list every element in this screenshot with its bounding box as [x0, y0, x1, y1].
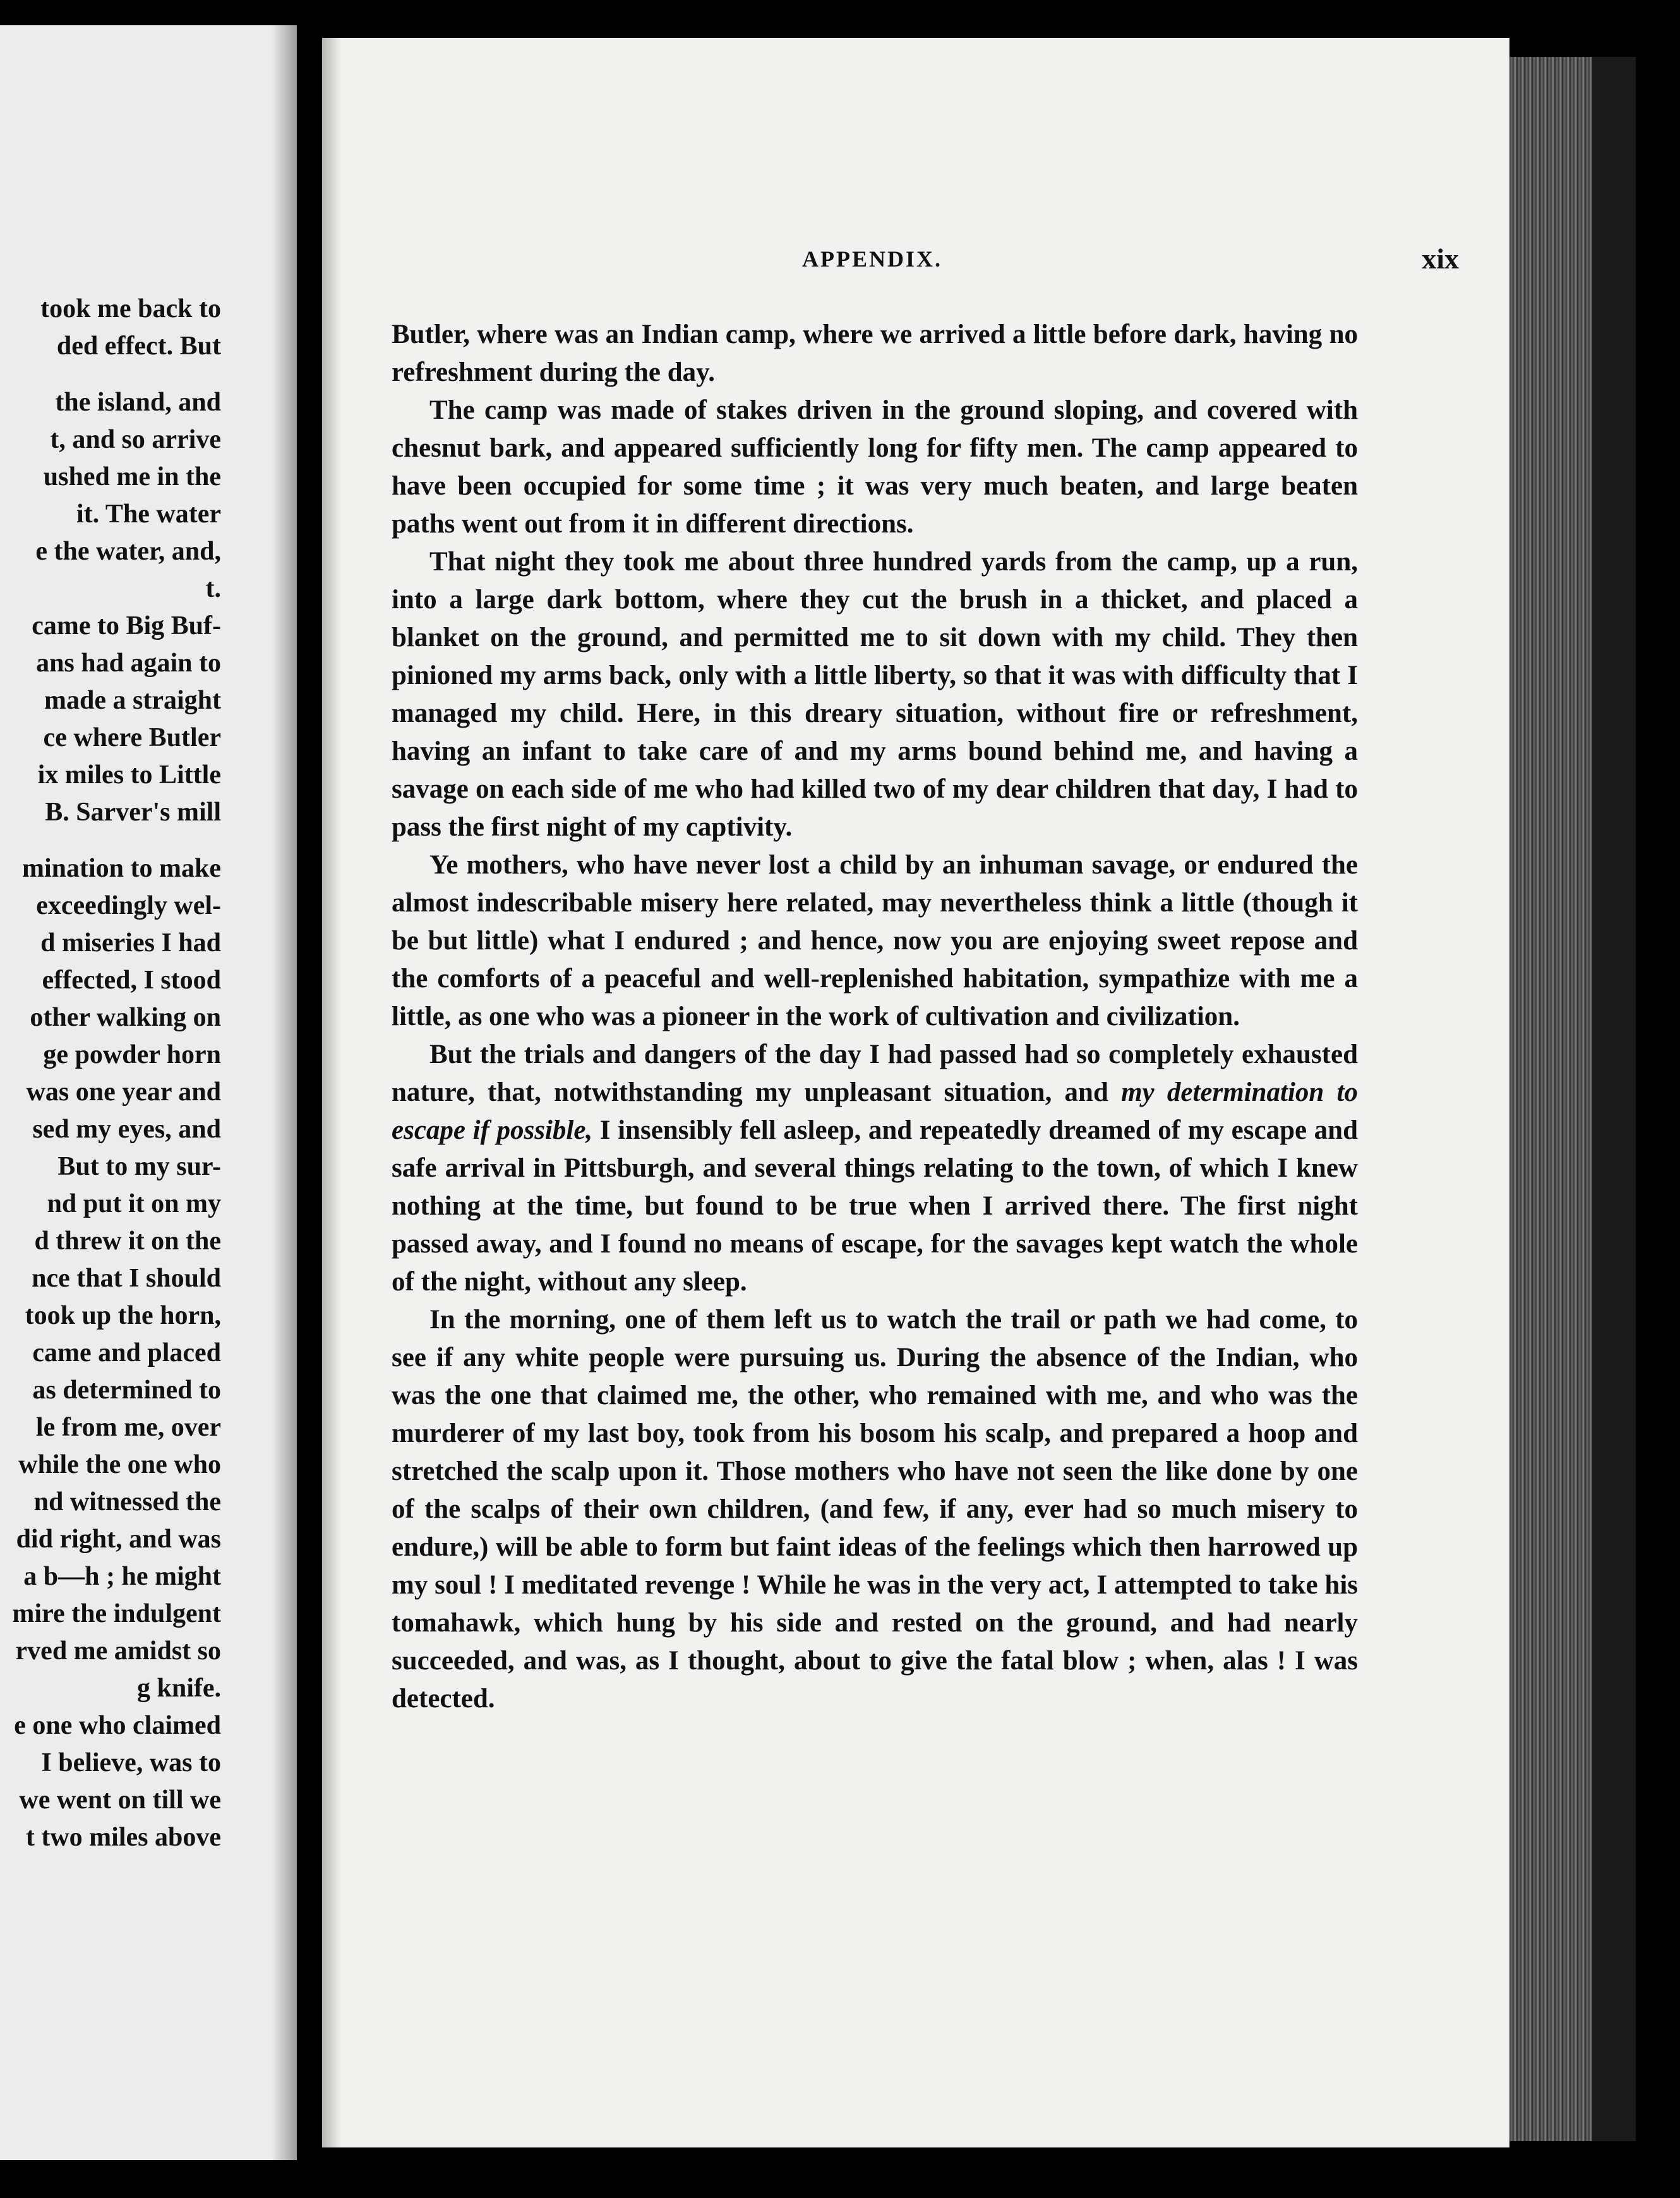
previous-page-line: as determined to [32, 1376, 221, 1405]
previous-page-line: nd witnessed the [33, 1487, 221, 1516]
previous-page-line: ix miles to Little [37, 760, 221, 790]
running-head [322, 240, 1509, 278]
previous-page-line: le from me, over [35, 1413, 221, 1442]
previous-page-line: But to my sur- [57, 1152, 221, 1181]
previous-page-line: mination to make [22, 854, 221, 883]
gutter-shadow [272, 25, 297, 2160]
paragraph-text: But the trials and dangers of the day I had passed had so completely exhausted nature, that, notwithstanding my unpleasant situation, and [392, 1040, 1358, 1107]
running-title: APPENDIX. [802, 246, 942, 272]
previous-page-line: exceedingly wel- [36, 891, 221, 920]
previous-page-line: ushed me in the [43, 462, 221, 491]
paragraph [392, 1036, 1358, 1301]
emphasized-text: my determination to escape if possible, [392, 1078, 1359, 1145]
previous-page-line: mire the indulgent [12, 1599, 221, 1628]
previous-page-line: effected, I stood [42, 966, 221, 995]
paragraph: That night they took me about three hundred yards from the camp, up a run, into a large dark bottom, where they cut the brush in a thicket, and placed a blanket on the ground, and permitted me to sit down with my child. They then pinioned my arms back, only with a little liberty, so that it was with difficulty that I managed my child. Here, in this dreary situation, without fire or refreshment, having an infant to take care of and my arms bound behind me, and having a savage on each side of me who had killed two of my dear children that day, I had to pass the first night of my captivity. [392, 547, 1358, 842]
previous-page-line: a b—h ; he might [23, 1562, 221, 1591]
previous-page-line: did right, and was [16, 1525, 221, 1554]
previous-page-fragment [0, 25, 297, 2160]
paragraph: Butler, where was an Indian camp, where we arrived a little before dark, having no refreshment during the day. [392, 320, 1358, 387]
previous-page-line: I believe, was to [41, 1748, 221, 1777]
page-stack-shadow [1592, 57, 1636, 2141]
page-body [392, 316, 1358, 1718]
paragraph: Ye mothers, who have never lost a child by an inhuman savage, or endured the almost indescribable misery here related, may nevertheless think a little (though it be but little) what I endured ; and hence, now you are enjoying sweet repose and the comforts of a peaceful and well-replenished habitation, sympathize with me a little, as one who was a pioneer in the work of cultivation and civilization. [392, 850, 1358, 1031]
previous-page-line: nce that I should [32, 1264, 221, 1293]
previous-page-line: e one who claimed [14, 1711, 221, 1740]
previous-page-line: nd put it on my [47, 1189, 221, 1218]
previous-page-line: was one year and [26, 1078, 221, 1107]
paragraph: The camp was made of stakes driven in the ground sloping, and covered with chesnut bark, and appeared sufficiently long for fifty men. The camp appeared to have been occupied for some time ; it was very much beaten, and large beaten paths went out from it in different directions. [392, 395, 1358, 539]
previous-page-line: t, and so arrive [50, 425, 221, 454]
previous-page-line: ans had again to [36, 649, 221, 678]
previous-page-line: d miseries I had [40, 928, 221, 958]
previous-page-line: t. [205, 574, 221, 603]
previous-page-line: B. Sarver's mill [45, 798, 221, 827]
previous-page-line: took up the horn, [25, 1301, 221, 1330]
previous-page-line: it. The water [76, 500, 221, 529]
previous-page-line: e the water, and, [35, 537, 221, 566]
page-number: xix [1422, 243, 1459, 275]
previous-page-line: ded effect. But [56, 332, 221, 361]
previous-page-line: made a straight [44, 686, 221, 715]
gutter-shadow [322, 38, 341, 2147]
previous-page-line: the island, and [55, 388, 221, 417]
previous-page-line: came and placed [32, 1338, 221, 1367]
previous-page-line [0, 831, 221, 850]
previous-page-line: ce where Butler [43, 723, 221, 752]
previous-page-text [0, 291, 221, 1856]
previous-page-line: while the one who [18, 1450, 221, 1479]
previous-page-line: d threw it on the [34, 1227, 221, 1256]
previous-page-line: we went on till we [19, 1786, 221, 1815]
previous-page-line: came to Big Buf- [32, 611, 221, 640]
previous-page-line: rved me amidst so [15, 1636, 221, 1666]
previous-page-line: took me back to [40, 294, 221, 323]
paragraph-text: I insensibly fell asleep, and repeatedly dreamed of my escape and safe arrival in Pittsburgh, and several things relating to the town, of which I knew nothing at the time, but found to be true when I arrived there. The first night passed away, and I found no means of escape, for the savages kept watch the whole of the night, without any sleep. [392, 1115, 1358, 1297]
previous-page-line: ge powder horn [43, 1040, 221, 1069]
previous-page-line [0, 365, 221, 384]
previous-page-line: t two miles above [25, 1823, 221, 1852]
previous-page-line: sed my eyes, and [32, 1115, 221, 1144]
current-page [322, 38, 1509, 2147]
paragraph: In the morning, one of them left us to watch the trail or path we had come, to see if any white people were pursuing us. During the absence of the Indian, who was the one that claimed me, the other, who remained with me, and who was the murderer of my last boy, took from his bosom his scalp, and prepared a hoop and stretched the scalp upon it. Those mothers who have not seen the like done by one of the scalps of their own children, (and few, if any, ever had so much misery to endure,) will be able to form but faint ideas of the feelings which then harrowed up my soul ! I meditated revenge ! While he was in the very act, I attempted to take his tomahawk, which hung by his side and rested on the ground, and had nearly succeeded, and was, as I thought, about to give the fatal blow ; when, alas ! I was detected. [392, 1305, 1358, 1714]
previous-page-line: g knife. [136, 1674, 221, 1703]
previous-page-line: other walking on [30, 1003, 221, 1032]
